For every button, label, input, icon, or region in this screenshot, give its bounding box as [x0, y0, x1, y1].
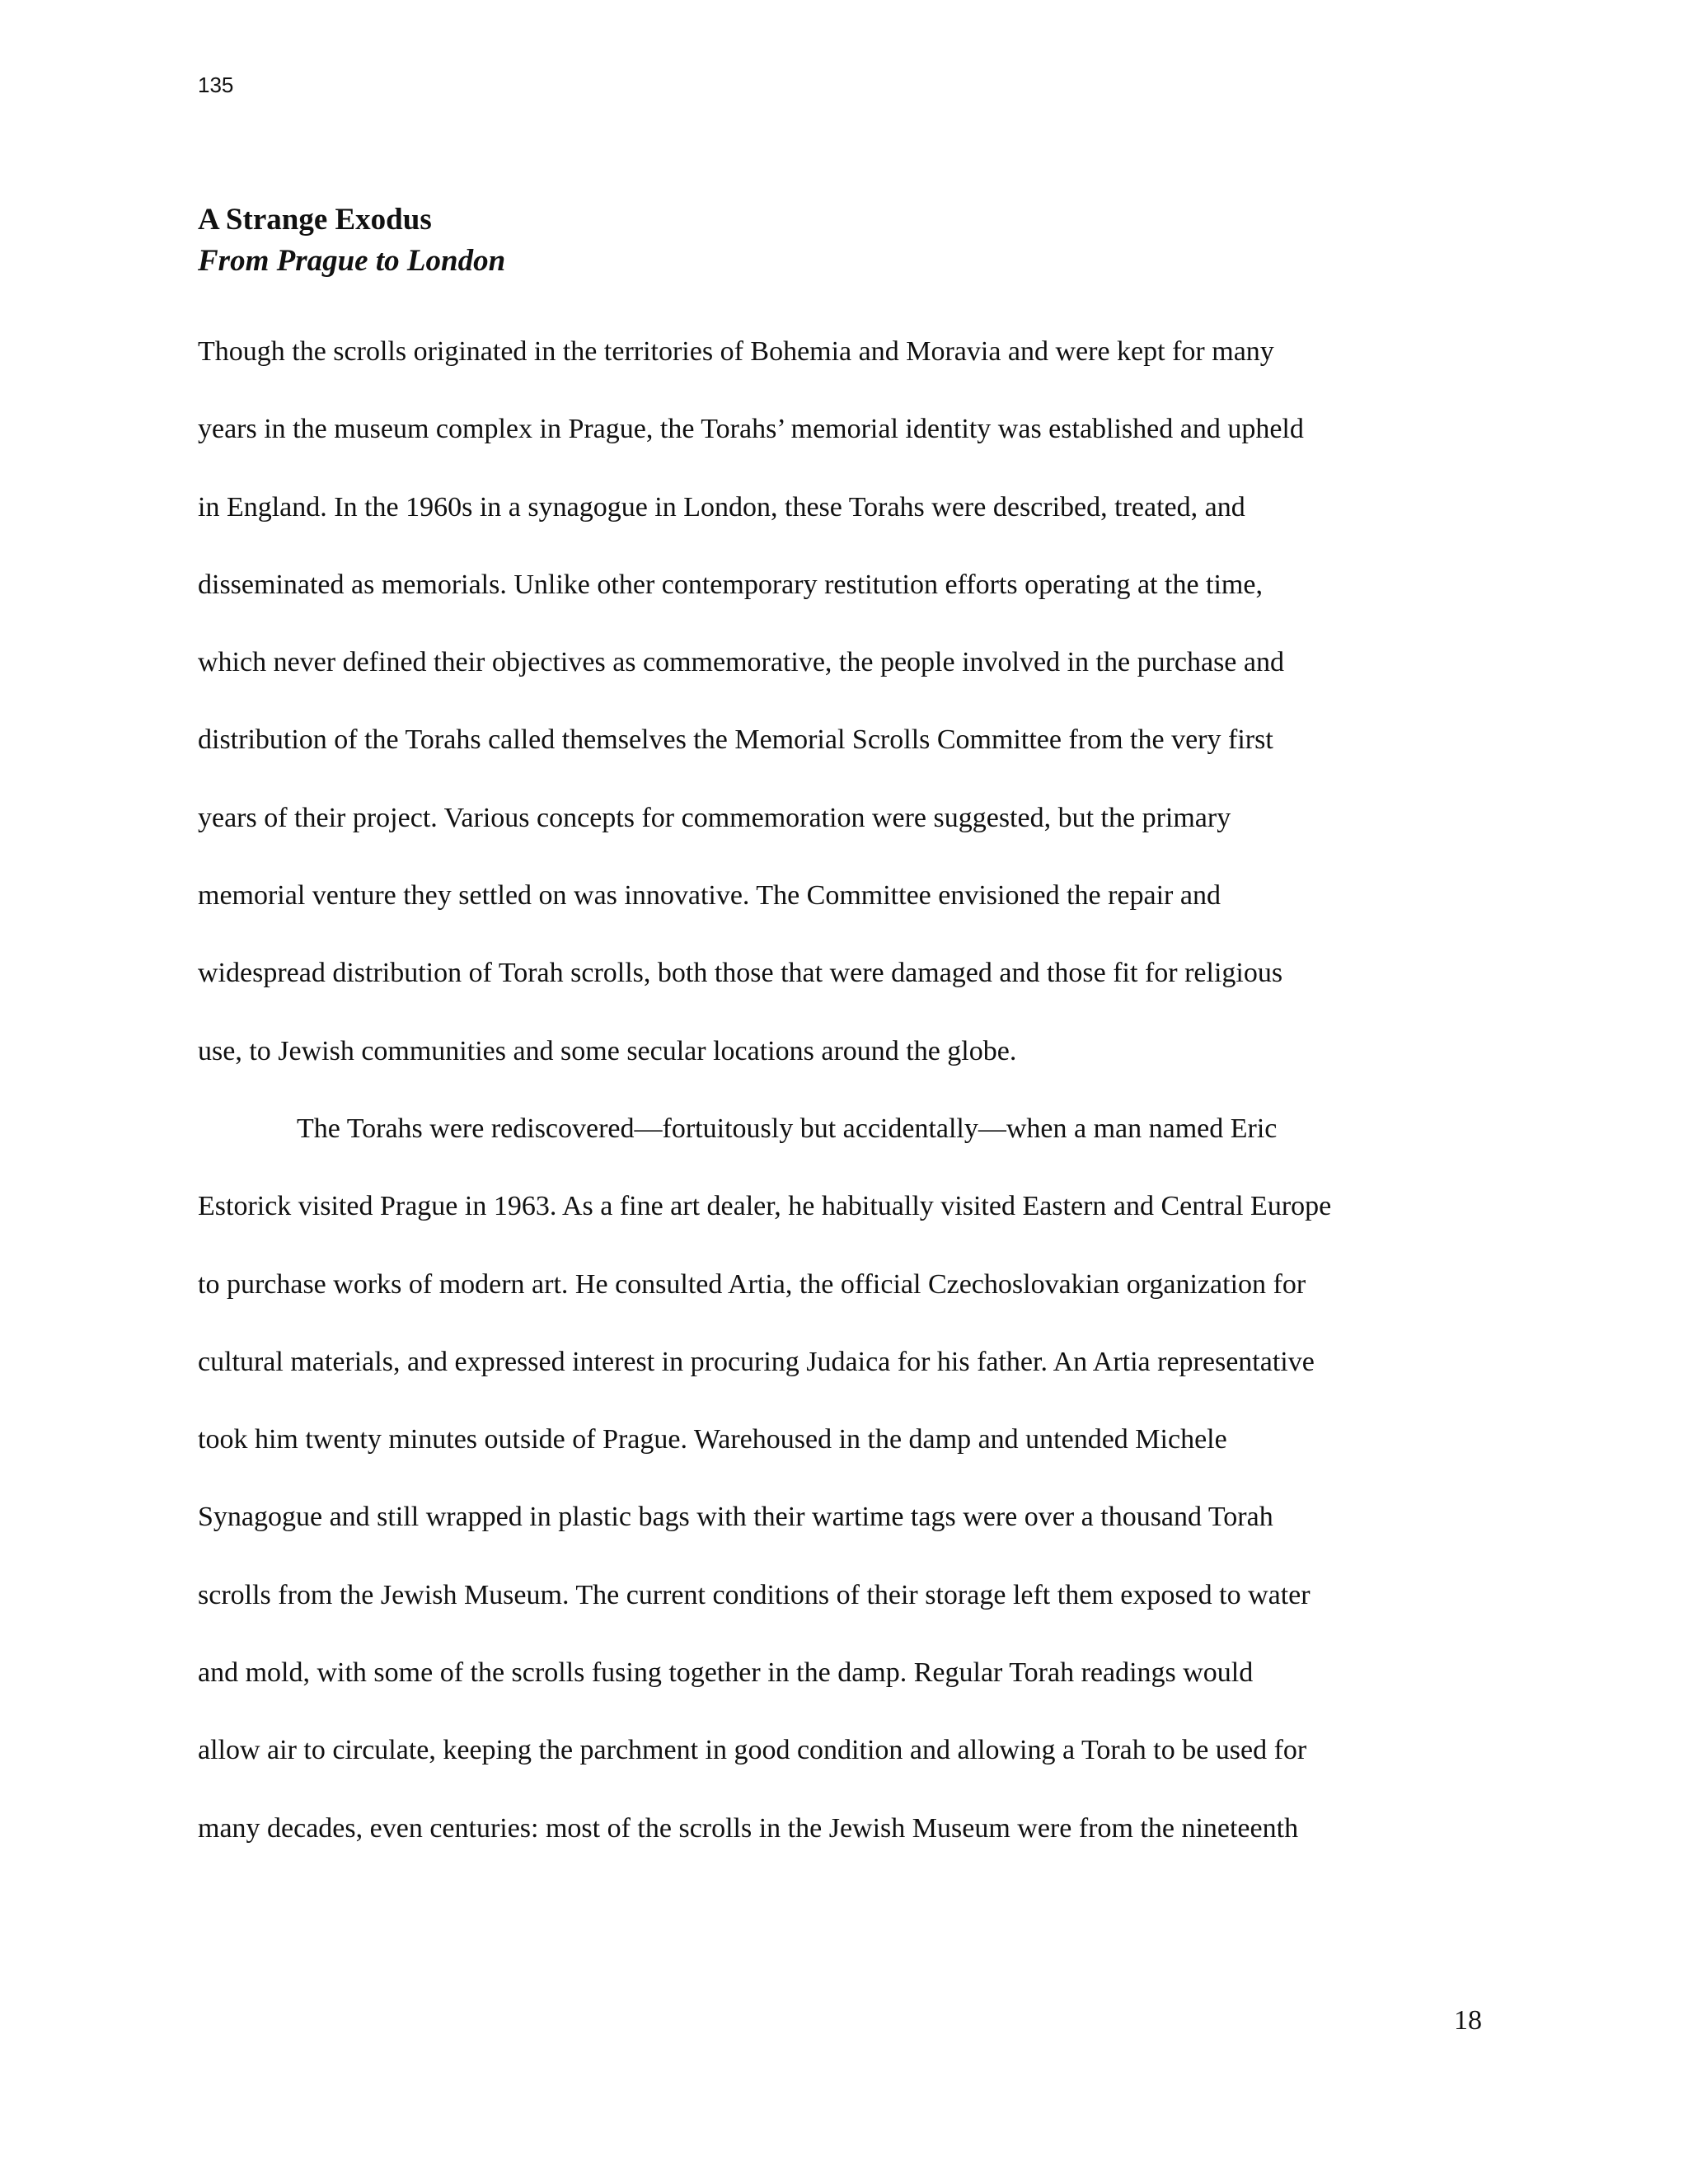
text-line: memorial venture they settled on was innovative. The Committee envisioned the repair and	[198, 880, 1221, 912]
text-line: Though the scrolls originated in the territories of Bohemia and Moravia and were kept for many	[198, 336, 1274, 367]
text-line: in England. In the 1960s in a synagogue in London, these Torahs were described, treated, and	[198, 491, 1245, 523]
section-title: A Strange Exodus	[198, 203, 432, 237]
text-line: to purchase works of modern art. He consulted Artia, the official Czechoslovakian organization for	[198, 1268, 1306, 1300]
text-line: disseminated as memorials. Unlike other contemporary restitution efforts operating at the time,	[198, 569, 1263, 600]
text-line: allow air to circulate, keeping the parchment in good condition and allowing a Torah to be used for	[198, 1735, 1307, 1766]
paragraph-2	[198, 1090, 1517, 1868]
text-line: years of their project. Various concepts for commemoration were suggested, but the primary	[198, 802, 1231, 833]
text-line: which never defined their objectives as commemorative, the people involved in the purchase and	[198, 647, 1284, 678]
text-line: took him twenty minutes outside of Prague. Warehoused in the damp and untended Michele	[198, 1424, 1227, 1455]
section-heading	[198, 199, 1517, 282]
section-subtitle: From Prague to London	[198, 244, 506, 278]
text-line: Synagogue and still wrapped in plastic bags with their wartime tags were over a thousand Torah	[198, 1502, 1273, 1533]
text-line: Estorick visited Prague in 1963. As a fine art dealer, he habitually visited Eastern and Central Europe	[198, 1191, 1332, 1222]
text-line: distribution of the Torahs called themselves the Memorial Scrolls Committee from the very first	[198, 724, 1273, 756]
text-line: scrolls from the Jewish Museum. The current conditions of their storage left them exposed to water	[198, 1579, 1311, 1610]
text-line: years in the museum complex in Prague, the Torahs’ memorial identity was established and upheld	[198, 414, 1304, 445]
body-text	[198, 313, 1517, 1868]
text-line: cultural materials, and expressed interest in procuring Judaica for his father. An Artia representative	[198, 1346, 1315, 1377]
text-line: widespread distribution of Torah scrolls, both those that were damaged and those fit for religious	[198, 958, 1283, 989]
text-line: and mold, with some of the scrolls fusing together in the damp. Regular Torah readings would	[198, 1657, 1254, 1689]
header-number: 135	[198, 73, 234, 97]
page-number: 18	[1454, 2005, 1482, 2036]
text-line: The Torahs were rediscovered—fortuitously but accidentally—when a man named Eric	[297, 1113, 1278, 1144]
text-line: use, to Jewish communities and some secular locations around the globe.	[198, 1035, 1017, 1066]
text-line: many decades, even centuries: most of the scrolls in the Jewish Museum were from the nineteenth	[198, 1812, 1299, 1844]
paragraph-1	[198, 313, 1517, 1090]
